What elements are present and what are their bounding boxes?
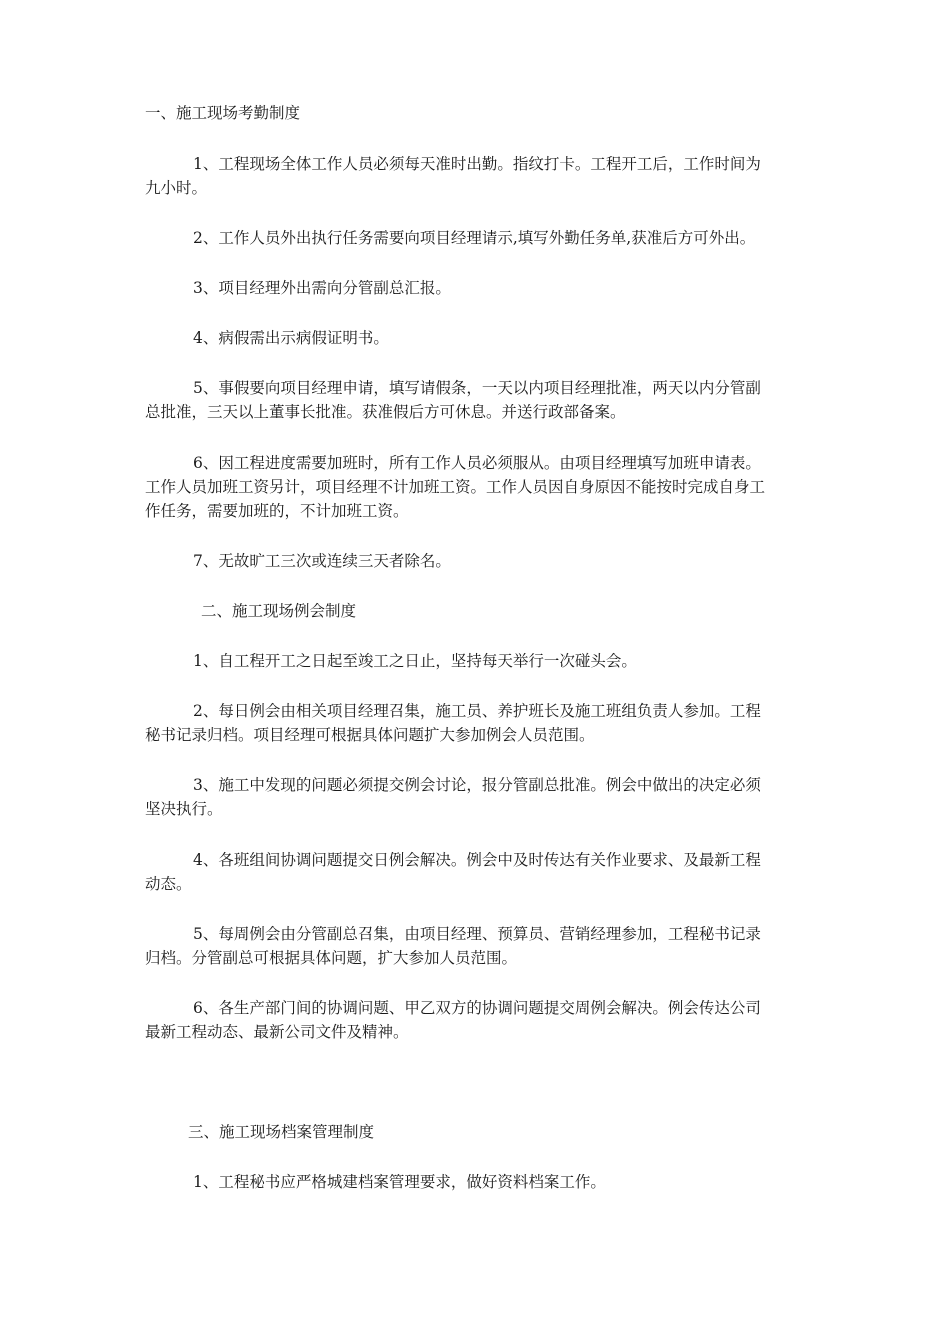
paragraph-line: 3、项目经理外出需向分管副总汇报。 xyxy=(193,279,451,297)
paragraph-line: 1、自工程开工之日起至竣工之日止，坚持每天举行一次碰头会。 xyxy=(193,652,637,670)
section-heading-attendance: 一、施工现场考勤制度 xyxy=(145,104,301,122)
paragraph-line: 1、工程现场全体工作人员必须每天准时出勤。指纹打卡。工程开工后，工作时间为 xyxy=(193,155,761,173)
paragraph-line: 秘书记录归档。项目经理可根据具体问题扩大参加例会人员范围。 xyxy=(145,726,595,744)
paragraph-line: 2、工作人员外出执行任务需要向项目经理请示,填写外勤任务单,获准后方可外出。 xyxy=(193,229,756,247)
paragraph-line: 作任务，需要加班的，不计加班工资。 xyxy=(145,502,409,520)
paragraph-line: 坚决执行。 xyxy=(145,800,223,818)
paragraph-line: 工作人员加班工资另计，项目经理不计加班工资。工作人员因自身原因不能按时完成自身工 xyxy=(145,478,766,496)
section-heading-archives: 三、施工现场档案管理制度 xyxy=(188,1123,375,1141)
section-heading-meetings: 二、施工现场例会制度 xyxy=(201,602,357,620)
paragraph-line: 最新工程动态、最新公司文件及精神。 xyxy=(145,1023,409,1041)
paragraph-line: 1、工程秘书应严格城建档案管理要求，做好资料档案工作。 xyxy=(193,1173,606,1191)
paragraph-line: 7、无故旷工三次或连续三天者除名。 xyxy=(193,552,451,570)
paragraph-line: 2、每日例会由相关项目经理召集，施工员、养护班长及施工班组负责人参加。工程 xyxy=(193,702,761,720)
paragraph-line: 3、施工中发现的问题必须提交例会讨论，报分管副总批准。例会中做出的决定必须 xyxy=(193,776,761,794)
paragraph-line: 动态。 xyxy=(145,875,192,893)
paragraph-line: 4、各班组间协调问题提交日例会解决。例会中及时传达有关作业要求、及最新工程 xyxy=(193,851,761,869)
paragraph-line: 5、事假要向项目经理申请，填写请假条，一天以内项目经理批准，两天以内分管副 xyxy=(193,379,761,397)
paragraph-line: 5、每周例会由分管副总召集，由项目经理、预算员、营销经理参加，工程秘书记录 xyxy=(193,925,761,943)
paragraph-line: 总批准，三天以上董事长批准。获准假后方可休息。并送行政部备案。 xyxy=(145,403,626,421)
paragraph-line: 归档。分管副总可根据具体问题，扩大参加人员范围。 xyxy=(145,949,518,967)
paragraph-line: 6、因工程进度需要加班时，所有工作人员必须服从。由项目经理填写加班申请表。 xyxy=(193,454,761,472)
paragraph-line: 九小时。 xyxy=(145,179,208,197)
paragraph-line: 4、病假需出示病假证明书。 xyxy=(193,329,389,347)
paragraph-line: 6、各生产部门间的协调问题、甲乙双方的协调问题提交周例会解决。例会传达公司 xyxy=(193,999,761,1017)
